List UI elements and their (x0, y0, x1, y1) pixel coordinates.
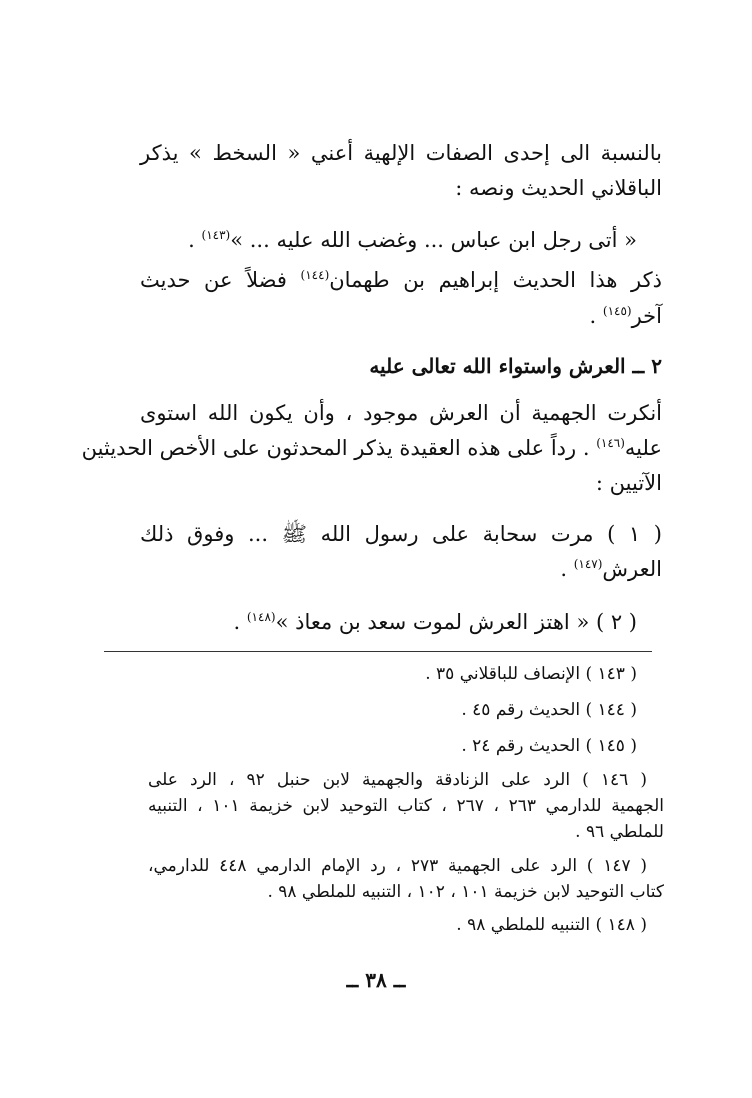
footnote-143: ( ١٤٣ ) الإنصاف للباقلاني ٣٥ . (425, 664, 637, 684)
footnote-ref-146: (١٤٦) (596, 436, 625, 450)
footnote-separator (104, 651, 652, 652)
hadith-2-text: ( ٢ ) « اهتز العرش لموت سعد بن معاذ » (275, 610, 637, 634)
paragraph-2-line-2-end: . (589, 304, 603, 328)
paragraph-3-text-a: عليه (624, 436, 662, 460)
footnote-147-line-2: كتاب التوحيد لابن خزيمة ١٠١ ، ١٠٢ ، التنبيه للملطي ٩٨ . (267, 882, 664, 902)
footnote-146-line-1: ( ١٤٦ ) الرد على الزنادقة والجهمية لابن حنبل ٩٢ ، الرد على (148, 770, 647, 790)
paragraph-1-line-2: الباقلاني الحديث ونصه : (455, 176, 662, 200)
footnote-148: ( ١٤٨ ) التنبيه للملطي ٩٨ . (456, 915, 647, 935)
hadith-2 (140, 612, 637, 633)
footnote-147-line-1: ( ١٤٧ ) الرد على الجهمية ٢٧٣ ، رد الإمام الدارمي ٤٤٨ للدارمي، (148, 856, 647, 876)
hadith-1-line-2-text: العرش (602, 557, 662, 581)
footnote-ref-147: (١٤٧) (573, 557, 603, 571)
footnote-146-line-3: للملطي ٩٦ . (575, 822, 664, 842)
paragraph-3-line-1: أنكرت الجهمية أن العرش موجود ، وأن يكون الله استوى (140, 401, 662, 425)
paragraph-3-text-b: . رداً على هذه العقيدة يذكر المحدثون على الأخص الحديثين (81, 436, 597, 460)
footnote-144: ( ١٤٤ ) الحديث رقم ٤٥ . (461, 700, 637, 720)
paragraph-3-line-2 (81, 436, 662, 460)
paragraph-2-line-1 (140, 270, 662, 291)
footnote-ref-144: (١٤٤) (300, 268, 330, 282)
quote-143-text: « أتى رجل ابن عباس ... وغضب الله عليه ... » (230, 228, 637, 252)
page-number: ــ ٣٨ ــ (346, 968, 406, 992)
footnote-ref-145: (١٤٥) (602, 304, 632, 318)
hadith-1-line-2 (140, 559, 662, 580)
footnote-146-line-2: الجهمية للدارمي ٢٦٣ ، ٢٦٧ ، كتاب التوحيد لابن خزيمة ١٠١ ، التنبيه (148, 796, 665, 816)
footnote-145: ( ١٤٥ ) الحديث رقم ٢٤ . (461, 736, 637, 756)
section-heading: ٢ ــ العرش واستواء الله تعالى عليه (369, 354, 662, 378)
paragraph-3-line-3: الآتيين : (595, 471, 662, 495)
paragraph-1-line-1: بالنسبة الى إحدى الصفات الإلهية أعني « السخط » يذكر (140, 141, 662, 165)
paragraph-2-line-2-text: آخر (631, 304, 662, 328)
quote-143-end: . (188, 228, 202, 252)
paragraph-2-text-b: فضلاً عن حديث (140, 268, 301, 292)
hadith-2-end: . (233, 610, 247, 634)
footnote-ref-143: (١٤٣) (201, 228, 231, 242)
paragraph-2-text-a: ذكر هذا الحديث إبراهيم بن طهمان (329, 268, 662, 292)
hadith-1-line-2-end: . (560, 557, 574, 581)
quote-143 (140, 230, 637, 251)
hadith-1-line-1: ( ١ ) مرت سحابة على رسول الله ﷺ ... وفوق ذلك (140, 522, 662, 546)
paragraph-2-line-2 (140, 306, 662, 327)
footnote-ref-148: (١٤٨) (246, 610, 276, 624)
